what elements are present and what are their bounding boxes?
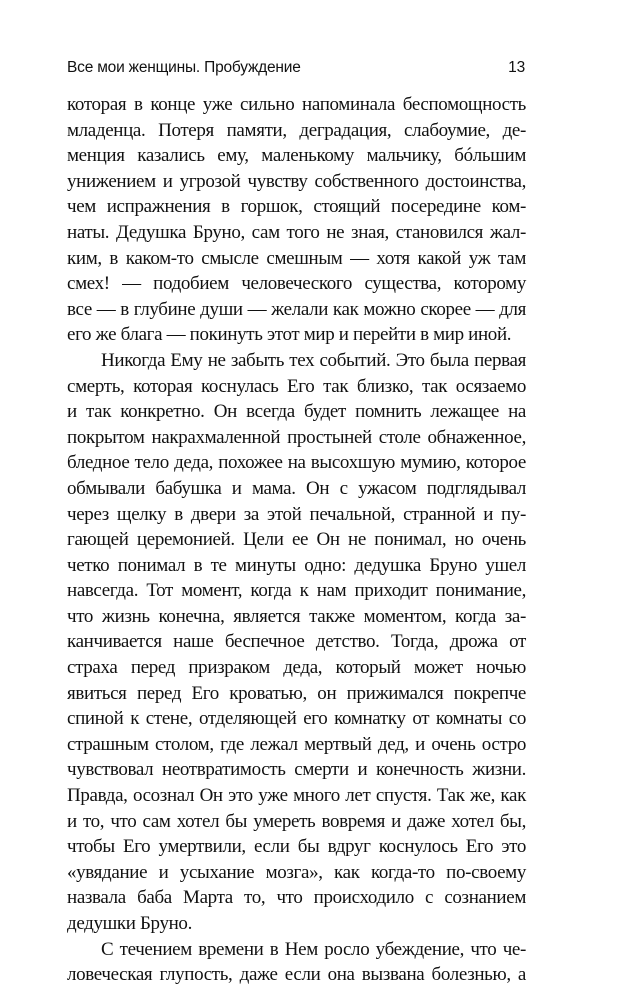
text-line: четко понимал в те минуты одно: дедушка Бруно ушел	[67, 554, 526, 576]
text-line: чтобы Его умертвили, если бы вдруг коснулось Его это	[67, 836, 526, 858]
text-line: унижением и угрозой чувству собственного достоинства,	[67, 170, 526, 192]
text-line: смерть, которая коснулась Его так близко, так осязаемо	[67, 375, 526, 397]
text-line: и так конкретно. Он всегда будет помнить лежащее на	[67, 401, 526, 423]
text-line: страха перед призраком деда, который может ночью	[67, 657, 526, 679]
text-line: чем испражнения в горшок, стоящий посередине ком-	[67, 196, 526, 218]
text-line: назвала баба Марта то, что происходило с сознанием	[67, 887, 526, 909]
running-header	[67, 58, 526, 78]
text-line: через щелку в двери за этой печальной, странной и пу-	[67, 503, 526, 525]
text-line: смех! — подобием человеческого существа, которому	[67, 273, 526, 295]
page-number: 13	[508, 59, 525, 76]
text-line: С течением времени в Нем росло убеждение, что че-	[101, 938, 526, 960]
text-line: дедушки Бруно.	[67, 913, 192, 934]
text-line: наты. Дедушка Бруно, сам того не зная, становился жал-	[67, 221, 526, 243]
text-line: покрытом накрахмаленной простыней столе обнаженное,	[67, 426, 526, 448]
paragraph	[67, 937, 526, 988]
text-line: «увядание и усыхание мозга», как когда-то по-своему	[67, 861, 526, 883]
text-line: все — в глубине души — желали как можно скорее — для	[67, 298, 526, 320]
text-line: явиться перед Его кроватью, он прижимался покрепче	[67, 682, 526, 704]
text-line: младенца. Потеря памяти, деградация, слабоумие, де-	[67, 119, 526, 141]
paragraph	[67, 92, 526, 348]
text-line: бледное тело деда, похожее на высохшую мумию, которое	[67, 452, 526, 474]
text-line: Правда, осознал Он это уже много лет спустя. Так же, как	[67, 785, 526, 807]
text-line: которая в конце уже сильно напоминала беспомощность	[67, 94, 526, 115]
text-line: его же блага — покинуть этот мир и перейти в мир иной.	[67, 324, 512, 346]
text-line: чувствовал неотвратимость смерти и конечность жизни.	[67, 759, 526, 781]
text-line: спиной к стене, отделяющей его комнатку от комнаты со	[67, 708, 526, 730]
running-title: Все мои женщины. Пробуждение	[67, 59, 301, 76]
text-line: страшным столом, где лежал мертвый дед, и очень остро	[67, 733, 526, 755]
body-text	[67, 92, 526, 988]
text-line: обмывали бабушка и мама. Он с ужасом подглядывал	[67, 477, 526, 499]
text-line: Никогда Ему не забыть тех событий. Это была первая	[101, 349, 526, 371]
text-line: ким, в каком-то смысле смешным — хотя какой уж там	[67, 247, 526, 269]
text-line: канчивается наше беспечное детство. Тогда, дрожа от	[67, 631, 526, 653]
book-page	[67, 58, 526, 988]
text-line: и то, что сам хотел бы умереть вовремя и даже хотел бы,	[67, 810, 526, 832]
text-line: гающей церемонией. Цели ее Он не понимал, но очень	[67, 529, 526, 551]
text-line: менция казались ему, маленькому мальчику, бóльшим	[67, 145, 526, 167]
text-line: ловеческая глупость, даже если она вызвана болезнью, а	[67, 964, 526, 986]
text-line: что жизнь конечна, является также моментом, когда за-	[67, 605, 526, 627]
paragraph	[67, 348, 526, 937]
text-line: навсегда. Тот момент, когда к нам приходит понимание,	[67, 580, 526, 602]
